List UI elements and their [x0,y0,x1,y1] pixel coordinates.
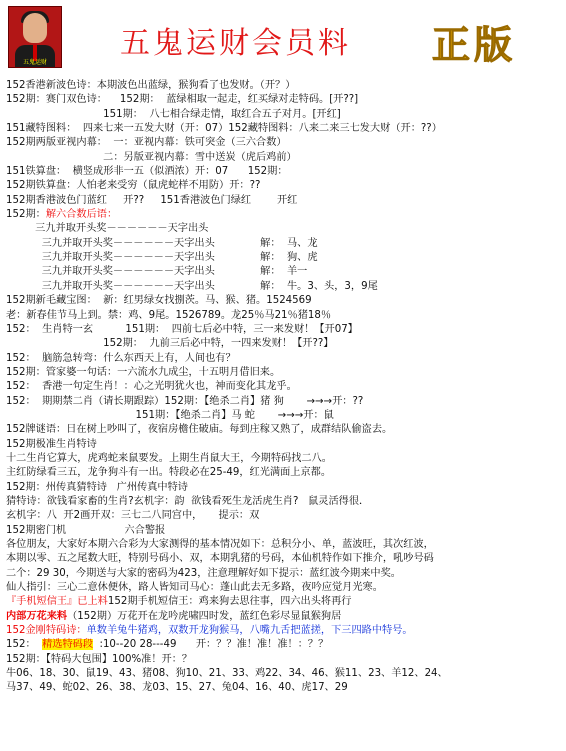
line-segment: 152期香港波色门蓝红 开?? 151香港波色门绿红 开红 [6,194,298,206]
line-segment: 152期：【特码大包围】100%准！开：？ [6,653,193,665]
photo-caption: 五鬼运财 [22,59,47,66]
line-segment: （152期）万花开在龙吟虎啸四时发，蓝红色彩尽显鼠猴狗居 [67,610,342,622]
text-line [6,136,562,150]
text-line [6,280,562,294]
line-segment: 152： 脑筋急转弯：什么东西天上有，人间也有？ [6,352,236,364]
line-segment: 三九并取开头奖－－－－－－天字出头 解： 狗、虎 [6,252,318,264]
line-segment: 152期新毛藏宝图： 新：红男绿女找捌茨。马、猴、猪。1524569 [6,295,312,307]
line-segment: 151藏特图料： 四来七来一五发大财（开：07）152藏特图料：八来二来三七发大财（开：??） [6,123,442,135]
text-line [6,108,562,122]
line-segment: 152期两版亚视内幕： 一：亚视内幕：铁可突金（三六合数） [6,137,287,149]
line-segment: 三九并取开头奖－－－－－－天字出头 [6,223,209,235]
line-segment: 马37、49、蛇02、26、38、龙03、15、27、兔04、16、40、虎17、29 [6,682,348,694]
page-title: 五鬼运财会员料 [120,26,351,61]
line-segment: 内部万花来料 [6,610,68,622]
line-segment: 152期极准生肖特诗 [6,438,97,450]
line-segment: 152期： [6,209,46,221]
line-segment: 151期：【绝杀二肖】马 蛇 →→→开：鼠 [6,409,334,421]
portrait-photo [8,6,62,68]
text-line [6,524,562,538]
line-segment: :10--20 28---49 开：？？准！准！准！：？？ [93,639,329,651]
line-segment: 152： 香港一句定生肖！：心之光明犹火也，神而变化其龙乎。 [6,381,297,393]
text-line [6,395,562,409]
text-line [6,423,562,437]
line-segment: 152期：州传真猜特诗 广州传真中特诗 [6,481,188,493]
line-segment: 152期手机短信王：鸡来狗去思往事，四六出头将再行 [107,596,352,608]
line-segment: 各位朋友，大家好本期六合彩为大家测得的基本情况如下：总积分小、单，蓝波旺，其次红波， [6,539,434,550]
text-line [6,208,562,222]
text-line [6,222,562,236]
genuine-stamp: 正版 [432,22,517,67]
line-segment: 本期以零、五之尾数大旺，特别号码小、双，本期乳猪的号码，本仙机特作如下推介，吼吵号码 [6,553,434,565]
line-segment: 猜特诗：欲钱看家畜的生肖?玄机字：韵 欲钱看死生龙活虎生肖? 鼠灵活得很． [6,495,370,507]
line-segment: 151期： 八七相合绿走情，取红合五子对月。[开红] [6,108,341,120]
text-line [6,122,562,136]
line-segment: 152期： 九前三后必中特，一四来发财！【开??】 [6,338,334,350]
content-body [6,79,562,696]
line-segment: 152： 生肖特一玄 151期： 四前七后必中特，三一来发财！【开07】 [6,323,358,335]
text-line [6,93,562,107]
text-line [6,380,562,394]
line-segment: 精选特码段 [42,639,94,651]
line-segment: 二个：29 30，今期送与大家的密码为423，注意理解好如下提示：蓝红波今期来中奖。 [6,567,401,579]
line-segment: 『手机短信王』已上料 [6,596,108,608]
line-segment: 152牌谜语：日在树上吵叫了，夜宿房檐住破庙。每到庄稼又熟了，成群结队偷盗去。 [6,424,393,436]
text-line [6,595,562,609]
line-segment: 老：新春佳节马上到。禁：鸡、9尾。1526789。龙25％马21％猪18％ [6,309,332,321]
text-line [6,667,562,681]
line-segment: 152期铁算盘：人怕老来受穷（鼠虎蛇样不用防）开：?? [6,180,261,192]
text-line [6,294,562,308]
line-segment: 152： 期期禁二肖（请长期跟踪）152期：【绝杀二肖】猪 狗 →→→开：?? [6,395,364,407]
line-segment: 三九并取开头奖－－－－－－天字出头 解： 马、龙 [6,237,318,249]
text-line [6,610,562,624]
text-line [6,337,562,351]
line-segment: 牛06、18、30、鼠19、43、猪08、狗10、21、33、鸡22、34、46、猴11、23、羊12、24、 [6,668,448,680]
line-segment: 152期：管家婆一句话：一六流水九成尘，十五明月借旧来。 [6,366,281,378]
text-line [6,165,562,179]
text-line [6,79,562,93]
line-segment: 三九并取开头奖－－－－－－天字出头 解： 羊一 [6,266,308,278]
text-line [6,495,562,509]
text-line [6,466,562,480]
text-line [6,366,562,380]
text-line [6,581,562,595]
text-line [6,509,562,523]
line-segment: 单数羊兔牛猪鸡，双数开龙狗猴马，八嘴九舌把蓝搓，下三四路中特号。 [86,625,413,637]
text-line [6,438,562,452]
line-segment: 151铁算盘： 横竖成形非一五（似酒浓）开：07 152期： [6,166,288,178]
text-line [6,552,562,566]
line-segment: 主红防绿看三五，龙争狗斗有一出。特段必在25-49，红光满面上京都。 [6,467,332,479]
text-line [6,179,562,193]
text-line [6,638,562,652]
line-segment: 152： [6,639,43,651]
line-segment: 解六合数后语： [45,209,118,221]
line-segment: 十二生肖它算大，虎鸡蛇来鼠要发。上期生肖鼠大王，今期特码找二八。 [6,452,332,464]
text-line [6,309,562,323]
text-line [6,567,562,581]
line-segment: 152香港新波色诗：本期波色出蓝绿，猴狗看了也发财。（开？） [6,80,296,91]
line-segment: 二：另版亚视内幕：雪中送炭（虎后鸡前） [6,151,297,163]
line-segment: 三九并取开头奖－－－－－－天字出头 解： 牛。3、头，3，9尾 [6,280,378,292]
text-line [6,538,562,552]
text-line [6,352,562,366]
text-line [6,194,562,208]
text-line [6,265,562,279]
header [0,0,566,78]
text-line [6,681,562,695]
text-line [6,409,562,423]
line-segment: 152期密门机 六合警报 [6,524,166,536]
line-segment: 玄机字：八 开2画开双：三七二八同宫中， 提示：双 [6,510,260,522]
text-line [6,151,562,165]
text-line [6,624,562,638]
text-line [6,481,562,495]
text-line [6,452,562,466]
text-line [6,653,562,667]
line-segment: 152金刚特码诗： [6,625,87,637]
line-segment: 仙人指引：三心二意休便休，路人皆知司马心：蓬山此去无多路，夜吟应觉月光寒。 [6,582,383,594]
line-segment: 152期：赛门双色诗： 152期： 蓝绿相取一起走，红买绿对走特码。[开??] [6,94,359,106]
text-line [6,323,562,337]
text-line [6,237,562,251]
text-line [6,251,562,265]
